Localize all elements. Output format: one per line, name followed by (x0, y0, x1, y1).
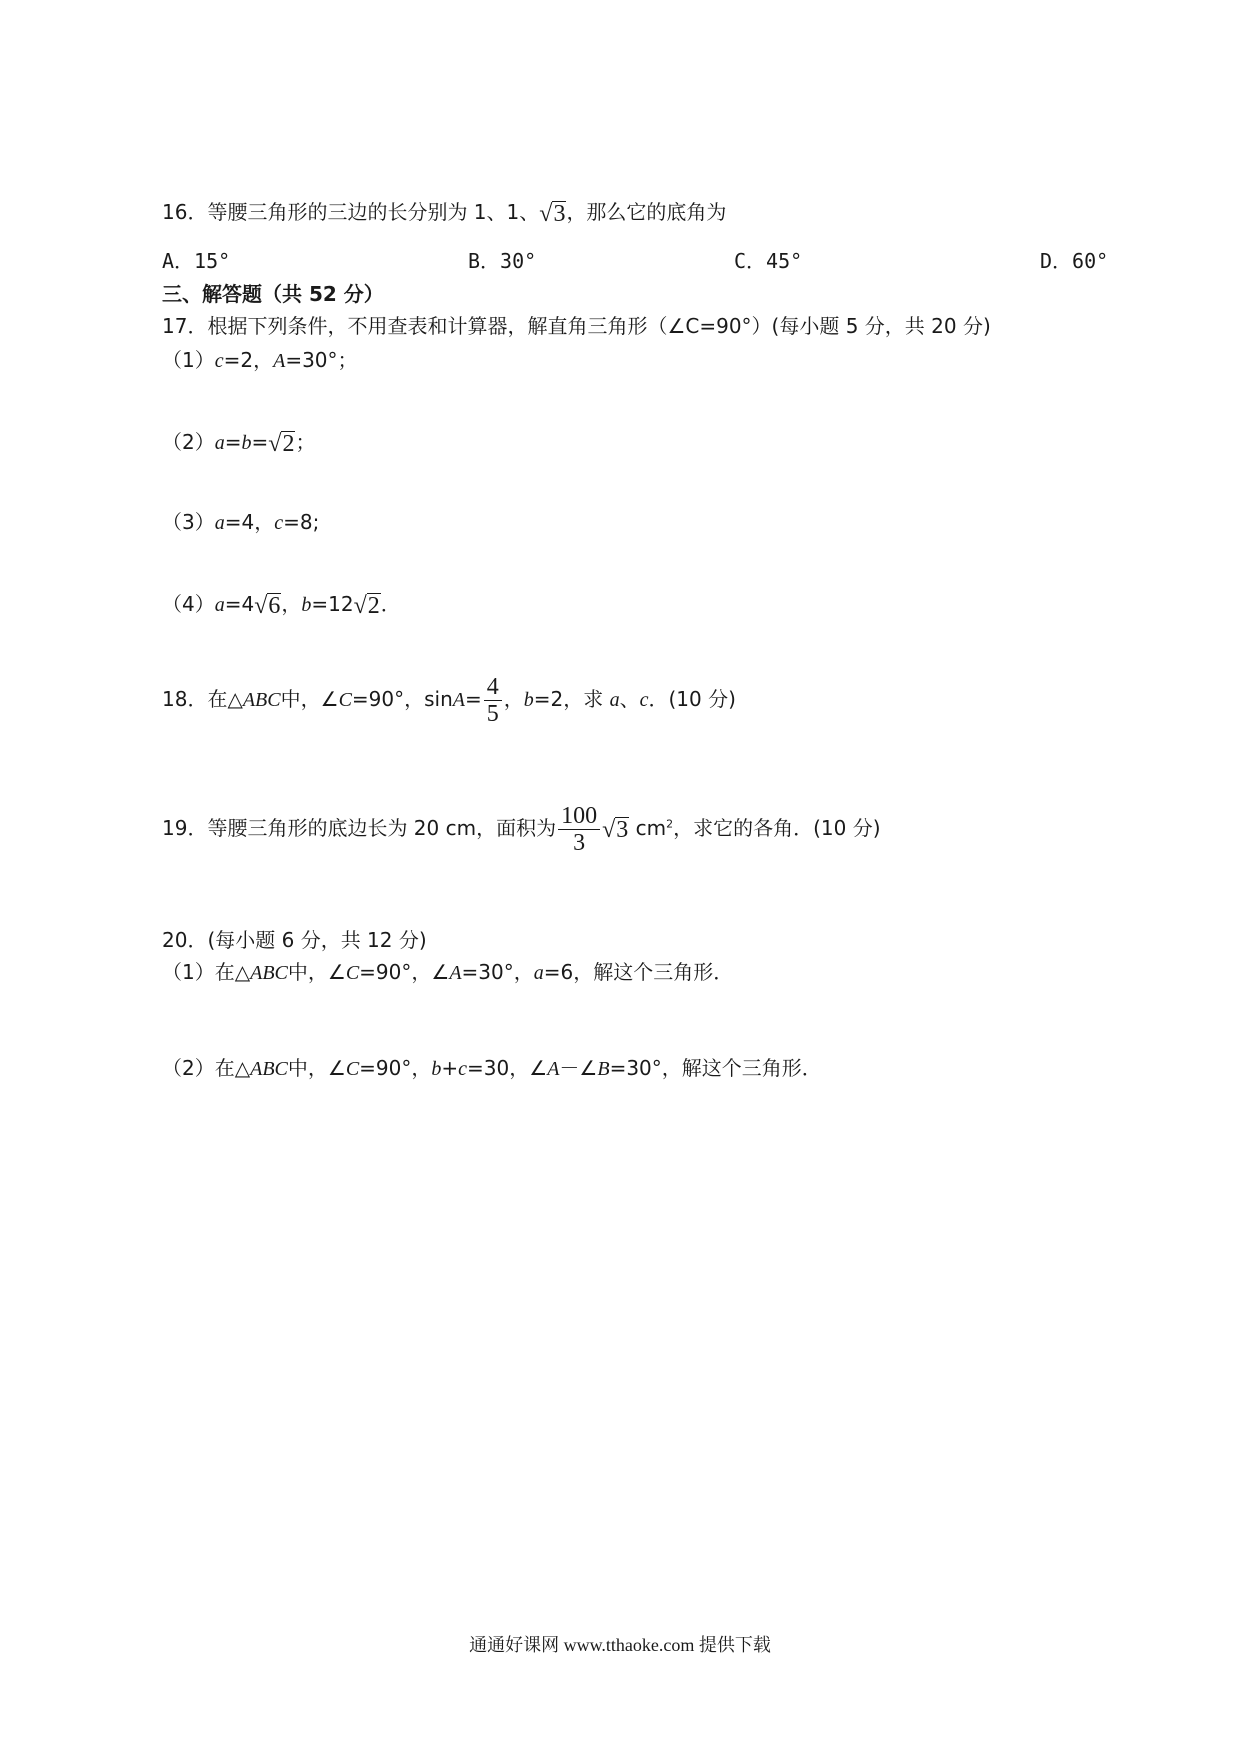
q16-stem-a: 16．等腰三角形的三边的长分别为 1、1、 (162, 200, 540, 224)
sqrt-2: √2 (353, 593, 380, 619)
section-heading: 三、解答题（共 52 分） (162, 282, 384, 306)
q17-stem: 17．根据下列条件，不用查表和计算器，解直角三角形（∠C=90°）(每小题 5 分，共 20 分) (162, 314, 991, 338)
sqrt-3: √3 (602, 817, 629, 843)
q17-part-1: （1）c=2，A=30°； (162, 348, 358, 372)
q16-option-c: C．45° (734, 249, 803, 273)
q16-option-a: A．15° (162, 249, 231, 273)
q19-stem: 19．等腰三角形的底边长为 20 cm，面积为 $\frac{100}{3}$ √3 $cm^2$，求它的各角．(10 分) (162, 803, 881, 856)
q20-stem: 20．(每小题 6 分，共 12 分) (162, 928, 427, 952)
q16-option-d: D．60° (1040, 249, 1109, 273)
q20-part-1: （1）在△ABC中，∠C=90°，∠A=30°，a=6，解这个三角形． (162, 960, 734, 984)
footer-watermark: 通通好课网 www.tthaoke.com 提供下载 (469, 1635, 771, 1655)
q16-stem-b: ，那么它的底角为 (566, 200, 727, 224)
q17-part-4: （4）a=4√6，b=12√2． (162, 592, 401, 619)
q18-stem: 18．在△ABC中，∠C=90°，sinA= $\frac{4}{5}$ ，b=2，求 a、c．(10 分) (162, 674, 736, 727)
sqrt-2: √2 (268, 431, 295, 457)
fraction-100-3: $\frac{100}{3}$ (558, 803, 600, 856)
q16-option-b: B．30° (468, 249, 537, 273)
q17-part-2: （2）a=b=√2； (162, 430, 316, 457)
sqrt-6: √6 (254, 593, 281, 619)
q16-stem (162, 198, 726, 228)
q20-part-2: （2）在△ABC中，∠C=90°，b+c=30，∠A－∠B=30°，解这个三角形． (162, 1056, 822, 1080)
q17-part-3: （3）a=4，c=8; (162, 510, 320, 534)
fraction-4-5: $\frac{4}{5}$ (484, 674, 502, 727)
sqrt-3: √3 (539, 201, 566, 227)
